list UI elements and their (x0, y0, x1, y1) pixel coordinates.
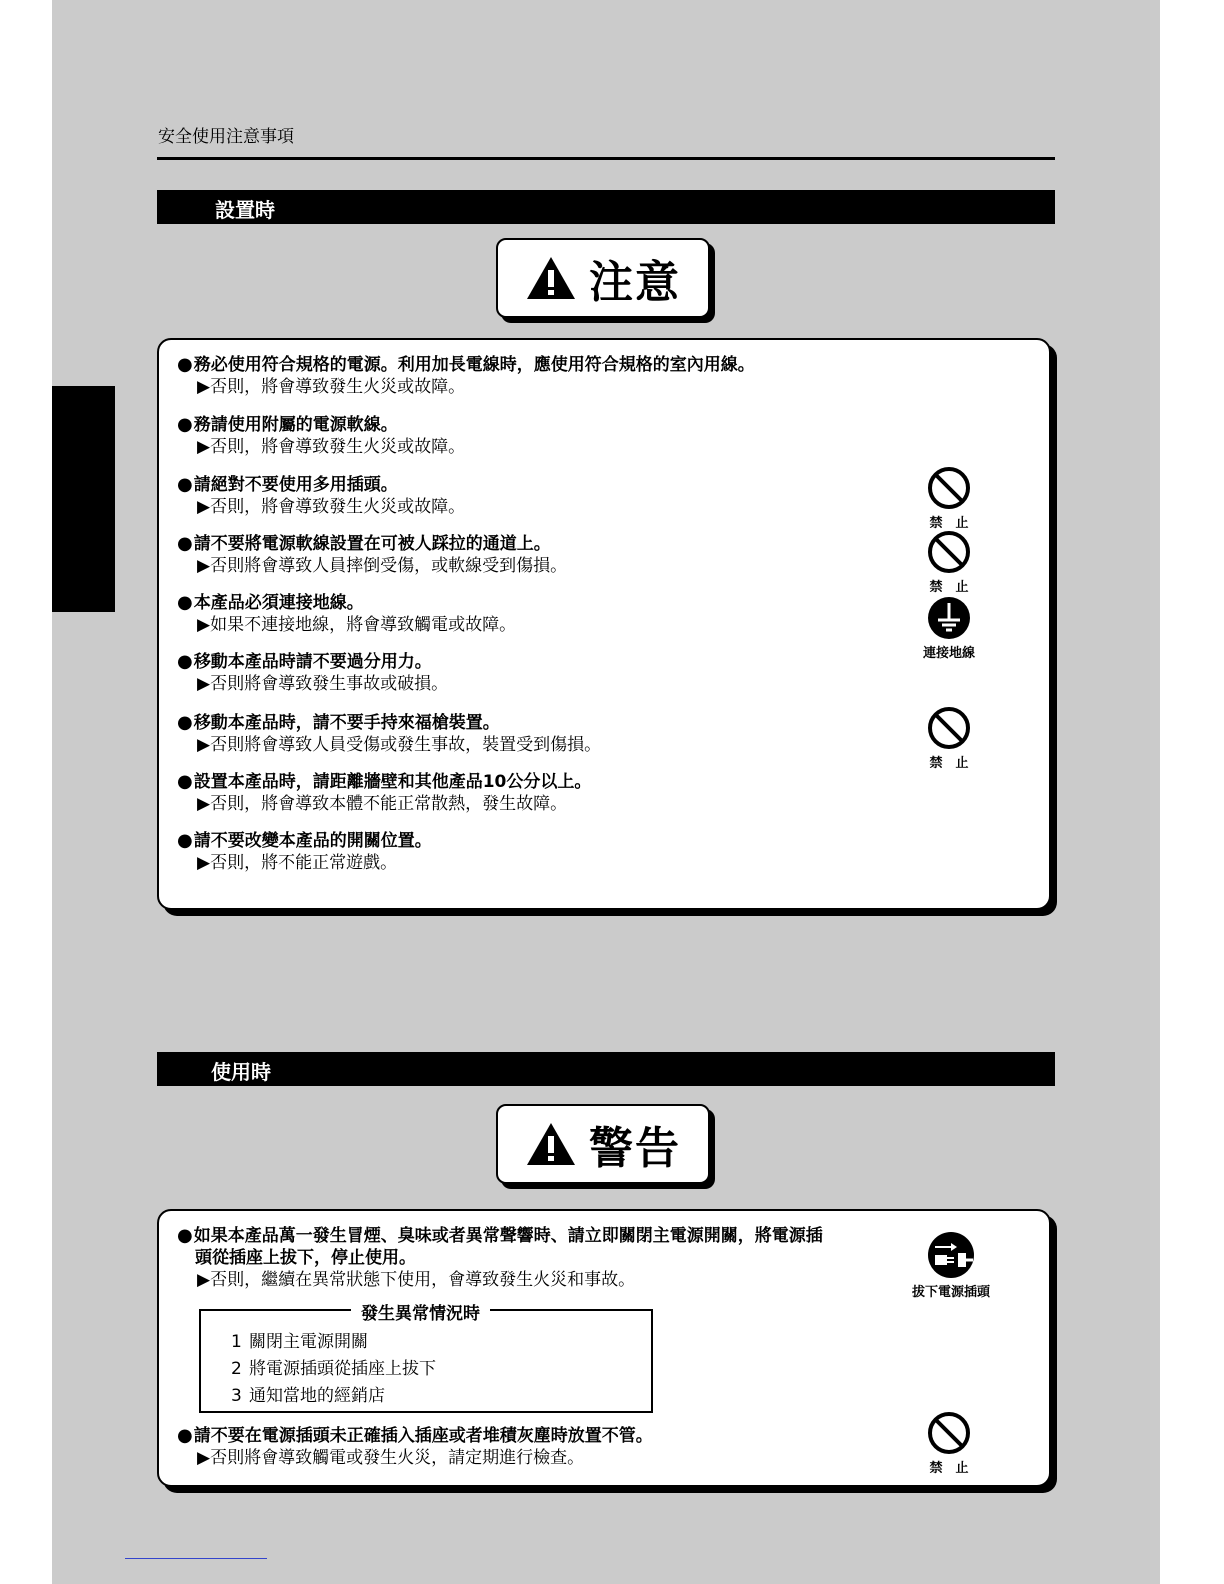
unplug-sign (899, 1231, 1003, 1300)
bullet-icon: ● (177, 1425, 193, 1446)
section-bar-install (157, 190, 1055, 224)
install-item-5-sub-text: 如果不連接地線，將會導致觸電或故障。 (210, 615, 517, 635)
step-text: 關閉主電源開關 (249, 1332, 368, 1352)
step-number: 3 (231, 1386, 242, 1406)
install-item-6-sub-text: 否則將會導致發生事故或破損。 (210, 674, 449, 694)
install-item-4-sub (197, 555, 567, 577)
install-item-4-sub-text: 否則將會導致人員摔倒受傷，或軟線受到傷損。 (210, 556, 568, 576)
install-item-7 (177, 712, 601, 756)
prohibited-label-4: 禁 止 (929, 1461, 969, 1476)
install-item-9 (177, 830, 432, 874)
install-item-7-sub (197, 734, 601, 756)
prohibited-sign-3 (913, 706, 985, 771)
ground-sign (913, 596, 985, 661)
warning-triangle-icon (525, 255, 577, 301)
ground-icon (927, 596, 971, 640)
install-item-3-sub-text: 否則，將會導致發生火災或故障。 (210, 497, 466, 517)
install-item-6-main (177, 651, 448, 673)
install-item-8-main (177, 771, 591, 793)
header-rule (157, 157, 1055, 160)
use-item-1-text: 如果本產品萬一發生冒煙、臭味或者異常聲響時、請立即關閉主電源開關，將電源插 (193, 1226, 823, 1246)
install-item-8-sub-text: 否則，將會導致本體不能正常散熱，發生故障。 (210, 794, 568, 814)
use-item-1-sub (197, 1269, 823, 1291)
install-item-2 (177, 414, 465, 458)
prohibited-label-1: 禁 止 (929, 516, 969, 531)
abnormal-situation-box (199, 1304, 653, 1413)
install-item-9-sub (197, 852, 432, 874)
bullet-icon: ● (177, 712, 193, 733)
warning-sign-label: 警告 (589, 1123, 681, 1174)
step-number: 1 (231, 1332, 242, 1352)
install-item-9-text: 請不要改變本產品的開關位置。 (193, 831, 432, 851)
prohibited-icon (927, 466, 971, 510)
arrow-icon: ▶ (197, 1448, 211, 1468)
use-item-2 (177, 1425, 653, 1469)
step-text: 通知當地的經銷店 (249, 1386, 385, 1406)
prohibited-icon (927, 1411, 971, 1455)
section-bar-use (157, 1052, 1055, 1086)
prohibited-icon (927, 706, 971, 750)
install-item-4-main (177, 533, 567, 555)
install-item-2-text: 務請使用附屬的電源軟線。 (193, 415, 398, 435)
install-item-9-sub-text: 否則，將不能正常遊戲。 (210, 853, 398, 873)
arrow-icon: ▶ (197, 735, 211, 755)
warning-triangle-icon (525, 1121, 577, 1167)
caution-sign (496, 238, 710, 318)
arrow-icon: ▶ (197, 377, 211, 397)
bullet-icon: ● (177, 474, 193, 495)
prohibited-sign-1 (913, 466, 985, 531)
install-item-5-text: 本產品必須連接地線。 (193, 593, 364, 613)
arrow-icon: ▶ (197, 794, 211, 814)
use-item-1-sub-text: 否則，繼續在異常狀態下使用，會導致發生火災和事故。 (210, 1270, 636, 1290)
arrow-icon: ▶ (197, 497, 211, 517)
install-item-4-text: 請不要將電源軟線設置在可被人踩拉的通道上。 (193, 534, 551, 554)
warning-sign (496, 1104, 710, 1184)
bullet-icon: ● (177, 1225, 193, 1246)
bullet-icon: ● (177, 354, 193, 375)
use-item-2-text: 請不要在電源插頭未正確插入插座或者堆積灰塵時放置不管。 (193, 1426, 653, 1446)
install-item-8-sub (197, 793, 591, 815)
install-item-7-text: 移動本產品時，請不要手持來福槍裝置。 (193, 713, 500, 733)
install-item-6-sub (197, 673, 448, 695)
install-item-3-sub (197, 496, 465, 518)
unplug-icon (927, 1231, 975, 1279)
install-item-9-main (177, 830, 432, 852)
install-item-1-sub (197, 376, 755, 398)
install-item-3-main (177, 474, 465, 496)
arrow-icon: ▶ (197, 1270, 211, 1290)
step-number: 2 (231, 1359, 242, 1379)
install-item-5-main (177, 592, 516, 614)
install-panel (157, 338, 1051, 910)
install-item-7-sub-text: 否則將會導致人員受傷或發生事故，裝置受到傷損。 (210, 735, 602, 755)
abnormal-step-2 (231, 1354, 436, 1379)
section-title-use: 使用時 (211, 1060, 271, 1084)
bullet-icon: ● (177, 771, 193, 792)
prohibited-sign-4 (913, 1411, 985, 1476)
arrow-icon: ▶ (197, 674, 211, 694)
abnormal-box-title: 發生異常情況時 (351, 1299, 490, 1324)
install-item-8 (177, 771, 591, 815)
install-item-6-text: 移動本產品時請不要過分用力。 (193, 652, 432, 672)
use-item-2-main (177, 1425, 653, 1447)
abnormal-step-1 (231, 1327, 368, 1352)
bullet-icon: ● (177, 592, 193, 613)
install-item-3 (177, 474, 465, 518)
install-item-7-main (177, 712, 601, 734)
install-item-1-sub-text: 否則，將會導致發生火災或故障。 (210, 377, 466, 397)
install-item-3-text: 請絕對不要使用多用插頭。 (193, 475, 398, 495)
bullet-icon: ● (177, 830, 193, 851)
use-item-1-continued: 頭從插座上拔下，停止使用。 (195, 1248, 416, 1268)
unplug-label: 拔下電源插頭 (911, 1285, 990, 1300)
use-item-2-sub-text: 否則將會導致觸電或發生火災，請定期進行檢查。 (210, 1448, 585, 1468)
install-item-1 (177, 354, 755, 398)
install-item-4 (177, 533, 567, 577)
prohibited-icon (927, 530, 971, 574)
page-title: 安全使用注意事項 (158, 127, 294, 147)
install-item-2-sub-text: 否則，將會導致發生火災或故障。 (210, 437, 466, 457)
prohibited-label-3: 禁 止 (929, 756, 969, 771)
prohibited-sign-2 (913, 530, 985, 595)
arrow-icon: ▶ (197, 437, 211, 457)
use-item-1-main (177, 1225, 823, 1247)
footer-link-underline (125, 1558, 267, 1559)
caution-sign-label: 注意 (589, 257, 681, 308)
bullet-icon: ● (177, 651, 193, 672)
install-item-5-sub (197, 614, 516, 636)
install-item-8-text: 設置本產品時，請距離牆壁和其他產品10公分以上。 (193, 772, 592, 792)
install-item-1-main (177, 354, 755, 376)
arrow-icon: ▶ (197, 556, 211, 576)
step-text: 將電源插頭從插座上拔下 (249, 1359, 436, 1379)
use-panel (157, 1209, 1051, 1487)
arrow-icon: ▶ (197, 853, 211, 873)
install-item-1-text: 務必使用符合規格的電源。利用加長電線時，應使用符合規格的室內用線。 (193, 355, 755, 375)
use-item-2-sub (197, 1447, 653, 1469)
bullet-icon: ● (177, 533, 193, 554)
install-item-2-sub (197, 436, 465, 458)
ground-label: 連接地線 (922, 646, 975, 661)
side-tab-marker (52, 386, 115, 612)
abnormal-step-3 (231, 1381, 385, 1406)
arrow-icon: ▶ (197, 615, 211, 635)
install-item-5 (177, 592, 516, 636)
install-item-6 (177, 651, 448, 695)
install-item-2-main (177, 414, 465, 436)
prohibited-label-2: 禁 止 (929, 580, 969, 595)
use-item-1 (177, 1225, 823, 1291)
section-title-install: 設置時 (215, 198, 275, 222)
bullet-icon: ● (177, 414, 193, 435)
